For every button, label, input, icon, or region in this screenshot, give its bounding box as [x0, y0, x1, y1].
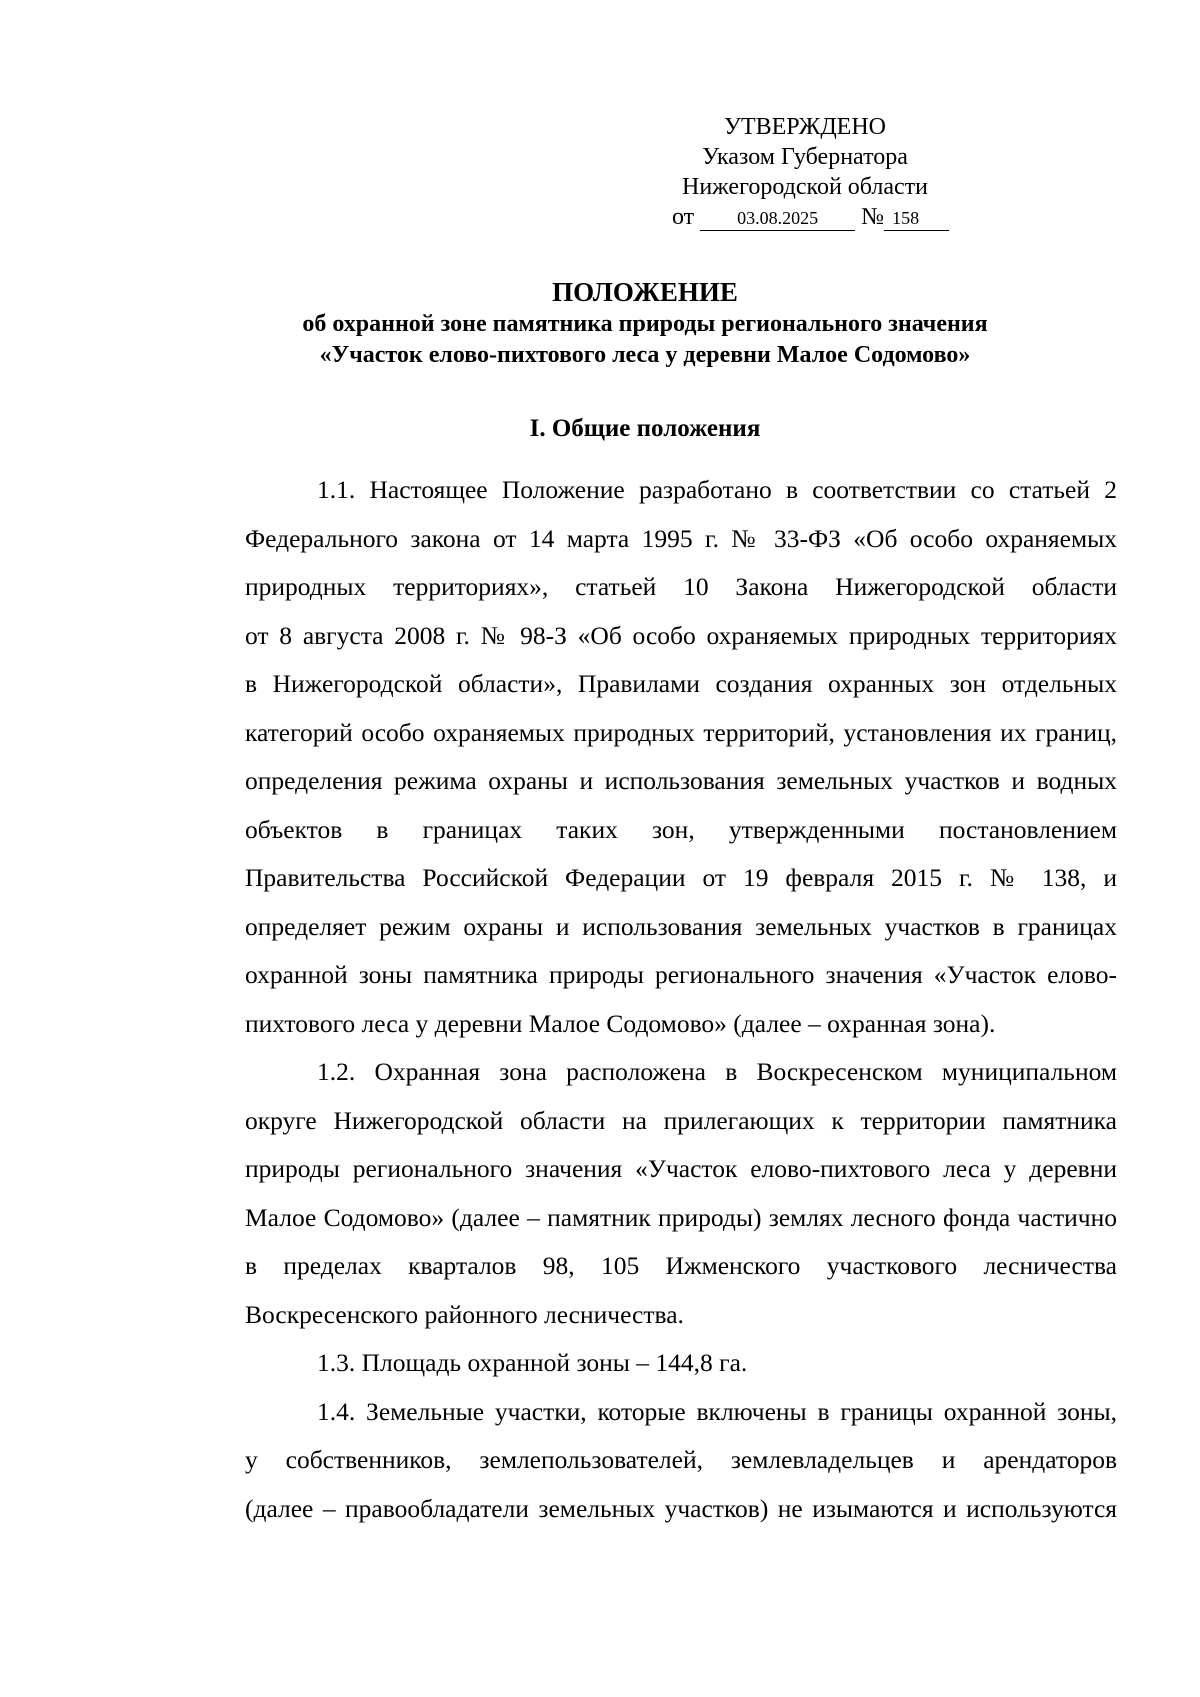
text-line: определяет режим охраны и использования земельных участков в границах — [245, 911, 1117, 941]
title-line-1: об охранной зоне памятника природы регионального значения — [302, 311, 988, 337]
text-line: у собственников, землепользователей, землевладельцев и арендаторов — [245, 1445, 1117, 1474]
text-line: 1.2. Охранная зона расположена в Воскресенском муниципальном — [317, 1057, 1117, 1086]
text-line: в Нижегородской области», Правилами создания охранных зон отдельных — [245, 669, 1117, 698]
text-line: (далее – правообладатели земельных участков) не изымаются и используются — [245, 1493, 1117, 1523]
text-line: Малое Содомово» (далее – памятник природы) землях лесного фонда частично — [245, 1202, 1117, 1232]
approval-region: Нижегородской области — [681, 174, 929, 200]
document-kind: ПОЛОЖЕНИЕ — [552, 277, 738, 307]
text-line: Федерального закона от 14 марта 1995 г. № 33-ФЗ «Об особо охраняемых — [245, 523, 1117, 553]
text-line: Воскресенского районного лесничества. — [245, 1299, 684, 1329]
approval-label: УТВЕРЖДЕНО — [723, 114, 887, 140]
text-line: объектов в границах таких зон, утвержденными постановлением — [245, 814, 1117, 844]
approval-authority: Указом Губернатора — [702, 144, 908, 170]
document-title — [173, 276, 1117, 371]
text-line: определения режима охраны и использования земельных участков и водных — [245, 766, 1117, 795]
approval-stamp — [640, 112, 970, 232]
text-line: природных территориях», статьей 10 Закона Нижегородской области — [245, 572, 1117, 601]
paragraph-1-2 — [173, 1048, 1117, 1339]
approval-date: 03.08.2025 — [700, 206, 855, 231]
text-line: в пределах кварталов 98, 105 Ижменского участкового лесничества — [245, 1251, 1117, 1280]
approval-date-line — [640, 202, 970, 232]
paragraph-1-4 — [173, 1388, 1117, 1534]
text-line: Правительства Российской Федерации от 19 февраля 2015 г. № 138, и — [245, 863, 1117, 892]
title-line-2: «Участок елово-пихтового леса у деревни Малое Содомово» — [319, 342, 971, 368]
text-line: категорий особо охраняемых природных территорий, установления их границ, — [245, 717, 1117, 747]
paragraph-1-1 — [173, 466, 1117, 1048]
approval-number: 158 — [884, 206, 949, 231]
text-line: пихтового леса у деревни Малое Содомово» (далее – охранная зона). — [245, 1008, 996, 1038]
text-line: 1.1. Настоящее Положение разработано в соответствии со статьей 2 — [317, 475, 1117, 504]
date-prefix: от — [672, 204, 695, 230]
section-heading: I. Общие положения — [529, 415, 761, 442]
paragraph-1-3 — [173, 1339, 1117, 1388]
document-body — [173, 466, 1117, 1533]
text-line: природы регионального значения «Участок елово-пихтового леса у деревни — [245, 1154, 1117, 1183]
text-line: 1.4. Земельные участки, которые включены в границы охранной зоны, — [317, 1396, 1117, 1426]
text-line: 1.3. Площадь охранной зоны – 144,8 га. — [317, 1348, 748, 1377]
number-prefix: № — [861, 204, 885, 230]
text-line: от 8 августа 2008 г. № 98-З «Об особо охраняемых природных территориях — [245, 620, 1117, 650]
text-line: охранной зоны памятника природы регионального значения «Участок елово- — [245, 960, 1117, 989]
text-line: округе Нижегородской области на прилегающих к территории памятника — [245, 1105, 1117, 1135]
